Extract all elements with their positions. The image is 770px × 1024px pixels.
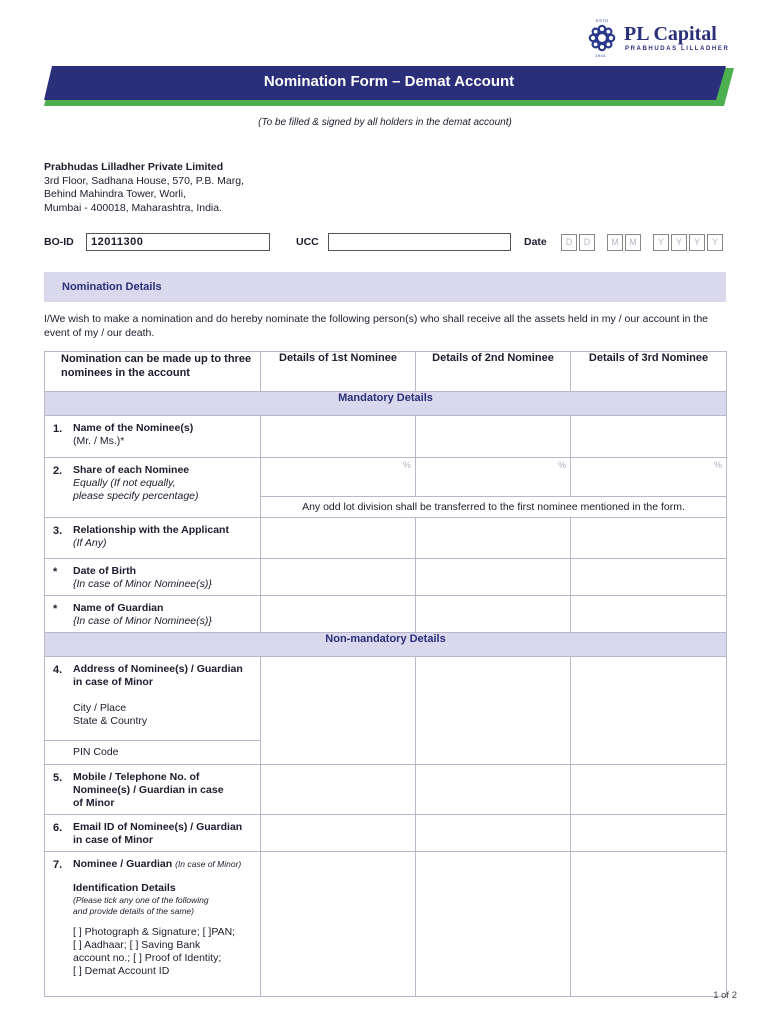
logo-mark-icon xyxy=(586,22,618,54)
nominee-3-share-cell[interactable]: % xyxy=(571,458,727,497)
nominee-3-guardian-cell[interactable] xyxy=(571,596,727,633)
table-row xyxy=(45,596,727,633)
nominee-2-share-cell[interactable]: % xyxy=(416,458,571,497)
nominee-2-id-cell[interactable] xyxy=(416,852,571,997)
nomination-intro: I/We wish to make a nomination and do hereby nominate the following person(s) who shall receive all the assets held in my / our account in the event of my / our death. xyxy=(44,313,708,339)
table-header-row xyxy=(45,352,727,392)
table-row xyxy=(45,416,727,458)
logo-estd: ESTD xyxy=(596,18,609,23)
row-label-email: 6. Email ID of Nominee(s) / Guardian in case of Minor xyxy=(45,815,261,852)
pl-capital-logo xyxy=(586,18,736,58)
nominee-3-address-cell[interactable] xyxy=(571,657,727,765)
nominee-2-dob-cell[interactable] xyxy=(416,559,571,596)
nominee-3-relationship-cell[interactable] xyxy=(571,518,727,559)
nominee-1-email-cell[interactable] xyxy=(261,815,416,852)
nominee-3-email-cell[interactable] xyxy=(571,815,727,852)
nominee-2-mobile-cell[interactable] xyxy=(416,765,571,815)
nominee-3-name-cell[interactable] xyxy=(571,416,727,458)
ucc-field[interactable] xyxy=(328,233,511,251)
nominee-1-name-cell[interactable] xyxy=(261,416,416,458)
id-option-line[interactable]: account no.; [ ] Proof of Identity; xyxy=(73,952,222,964)
table-row xyxy=(45,657,727,741)
nomination-details-section xyxy=(44,272,726,302)
table-row xyxy=(45,852,727,997)
address-line-1: 3rd Floor, Sadhana House, 570, P.B. Marg, xyxy=(44,174,245,187)
nominee-1-mobile-cell[interactable] xyxy=(261,765,416,815)
nominee-3-mobile-cell[interactable] xyxy=(571,765,727,815)
header-first: Nomination can be made up to three nominees in the account xyxy=(45,352,261,392)
nominee-1-address-cell[interactable] xyxy=(261,657,416,765)
nominee-2-address-cell[interactable] xyxy=(416,657,571,765)
header-nominee-1: Details of 1st Nominee xyxy=(261,352,416,392)
logo-subtitle: PRABHUDAS LILLADHER xyxy=(625,46,730,52)
nominee-3-dob-cell[interactable] xyxy=(571,559,727,596)
non-mandatory-band xyxy=(45,633,727,657)
table-row xyxy=(45,815,727,852)
form-subtitle: (To be filled & signed by all holders in the demat account) xyxy=(258,117,512,128)
table-row xyxy=(45,559,727,596)
boid-field[interactable]: 12011300 xyxy=(86,233,270,251)
date-month-cell[interactable]: M xyxy=(607,234,623,251)
mandatory-title: Mandatory Details xyxy=(45,392,727,416)
address-line-3: Mumbai - 400018, Maharashtra, India. xyxy=(44,201,223,214)
date-year-cell[interactable]: Y xyxy=(653,234,669,251)
row-label-guardian: * Name of Guardian {In case of Minor Nominee(s)} xyxy=(45,596,261,633)
title-banner xyxy=(44,66,734,106)
nominee-2-name-cell[interactable] xyxy=(416,416,571,458)
row-label-pin: PIN Code xyxy=(45,741,261,765)
nominee-1-relationship-cell[interactable] xyxy=(261,518,416,559)
nominee-2-email-cell[interactable] xyxy=(416,815,571,852)
nominee-2-relationship-cell[interactable] xyxy=(416,518,571,559)
boid-label: BO-ID xyxy=(44,236,74,248)
row-label-identification: 7. Nominee / Guardian (In case of Minor) Identification Details (Please tick any one of the following and provide details of the same) [ ] Photograph & Signature; [ ]PAN; [ ] Aadhaar; [ ] Saving Bank account no.; [ ] Proof of Identity; [ ] Demat Account ID xyxy=(45,852,261,997)
date-field[interactable] xyxy=(561,234,725,251)
nominee-1-dob-cell[interactable] xyxy=(261,559,416,596)
table-row xyxy=(45,458,727,497)
row-label-name: 1. Name of the Nominee(s) (Mr. / Ms.)* xyxy=(45,416,261,458)
row-label-dob: * Date of Birth {In case of Minor Nominee(s)} xyxy=(45,559,261,596)
table-row xyxy=(45,518,727,559)
row-label-mobile: 5. Mobile / Telephone No. of Nominee(s) / Guardian in case of Minor xyxy=(45,765,261,815)
row-label-share: 2. Share of each Nominee Equally (If not equally, please specify percentage) xyxy=(45,458,261,518)
non-mandatory-title: Non-mandatory Details xyxy=(45,633,727,657)
id-option-line[interactable]: [ ] Demat Account ID xyxy=(73,965,170,977)
nominee-1-guardian-cell[interactable] xyxy=(261,596,416,633)
row-label-relationship: 3. Relationship with the Applicant (If Any) xyxy=(45,518,261,559)
date-day-cell[interactable]: D xyxy=(579,234,595,251)
date-year-cell[interactable]: Y xyxy=(707,234,723,251)
company-address xyxy=(44,161,244,215)
page-number: 1 of 2 xyxy=(713,990,737,1001)
company-name: Prabhudas Lilladher Private Limited xyxy=(44,161,224,173)
logo-brand: PL Capital xyxy=(624,23,717,45)
section-title: Nomination Details xyxy=(62,281,162,293)
id-option-line[interactable]: [ ] Aadhaar; [ ] Saving Bank xyxy=(73,939,201,951)
header-nominee-2: Details of 2nd Nominee xyxy=(416,352,571,392)
row-label-address: 4. Address of Nominee(s) / Guardian in case of Minor City / Place State & Country xyxy=(45,657,261,741)
nominee-1-id-cell[interactable] xyxy=(261,852,416,997)
nominee-3-id-cell[interactable] xyxy=(571,852,727,997)
nominee-1-share-cell[interactable]: % xyxy=(261,458,416,497)
ucc-label: UCC xyxy=(296,236,319,248)
header-nominee-3: Details of 3rd Nominee xyxy=(571,352,727,392)
form-title: Nomination Form – Demat Account xyxy=(263,73,515,90)
nominee-2-guardian-cell[interactable] xyxy=(416,596,571,633)
date-label: Date xyxy=(524,236,547,248)
date-year-cell[interactable]: Y xyxy=(671,234,687,251)
id-option-line[interactable]: [ ] Photograph & Signature; [ ]PAN; xyxy=(73,926,236,938)
date-day-cell[interactable]: D xyxy=(561,234,577,251)
table-row xyxy=(45,765,727,815)
nomination-table xyxy=(44,351,727,997)
date-month-cell[interactable]: M xyxy=(625,234,641,251)
address-line-2: Behind Mahindra Tower, Worli, xyxy=(44,188,187,200)
odd-lot-note: Any odd lot division shall be transferred to the first nominee mentioned in the form. xyxy=(261,497,727,518)
date-year-cell[interactable]: Y xyxy=(689,234,705,251)
mandatory-band xyxy=(45,392,727,416)
logo-year: 1944 xyxy=(595,53,606,58)
